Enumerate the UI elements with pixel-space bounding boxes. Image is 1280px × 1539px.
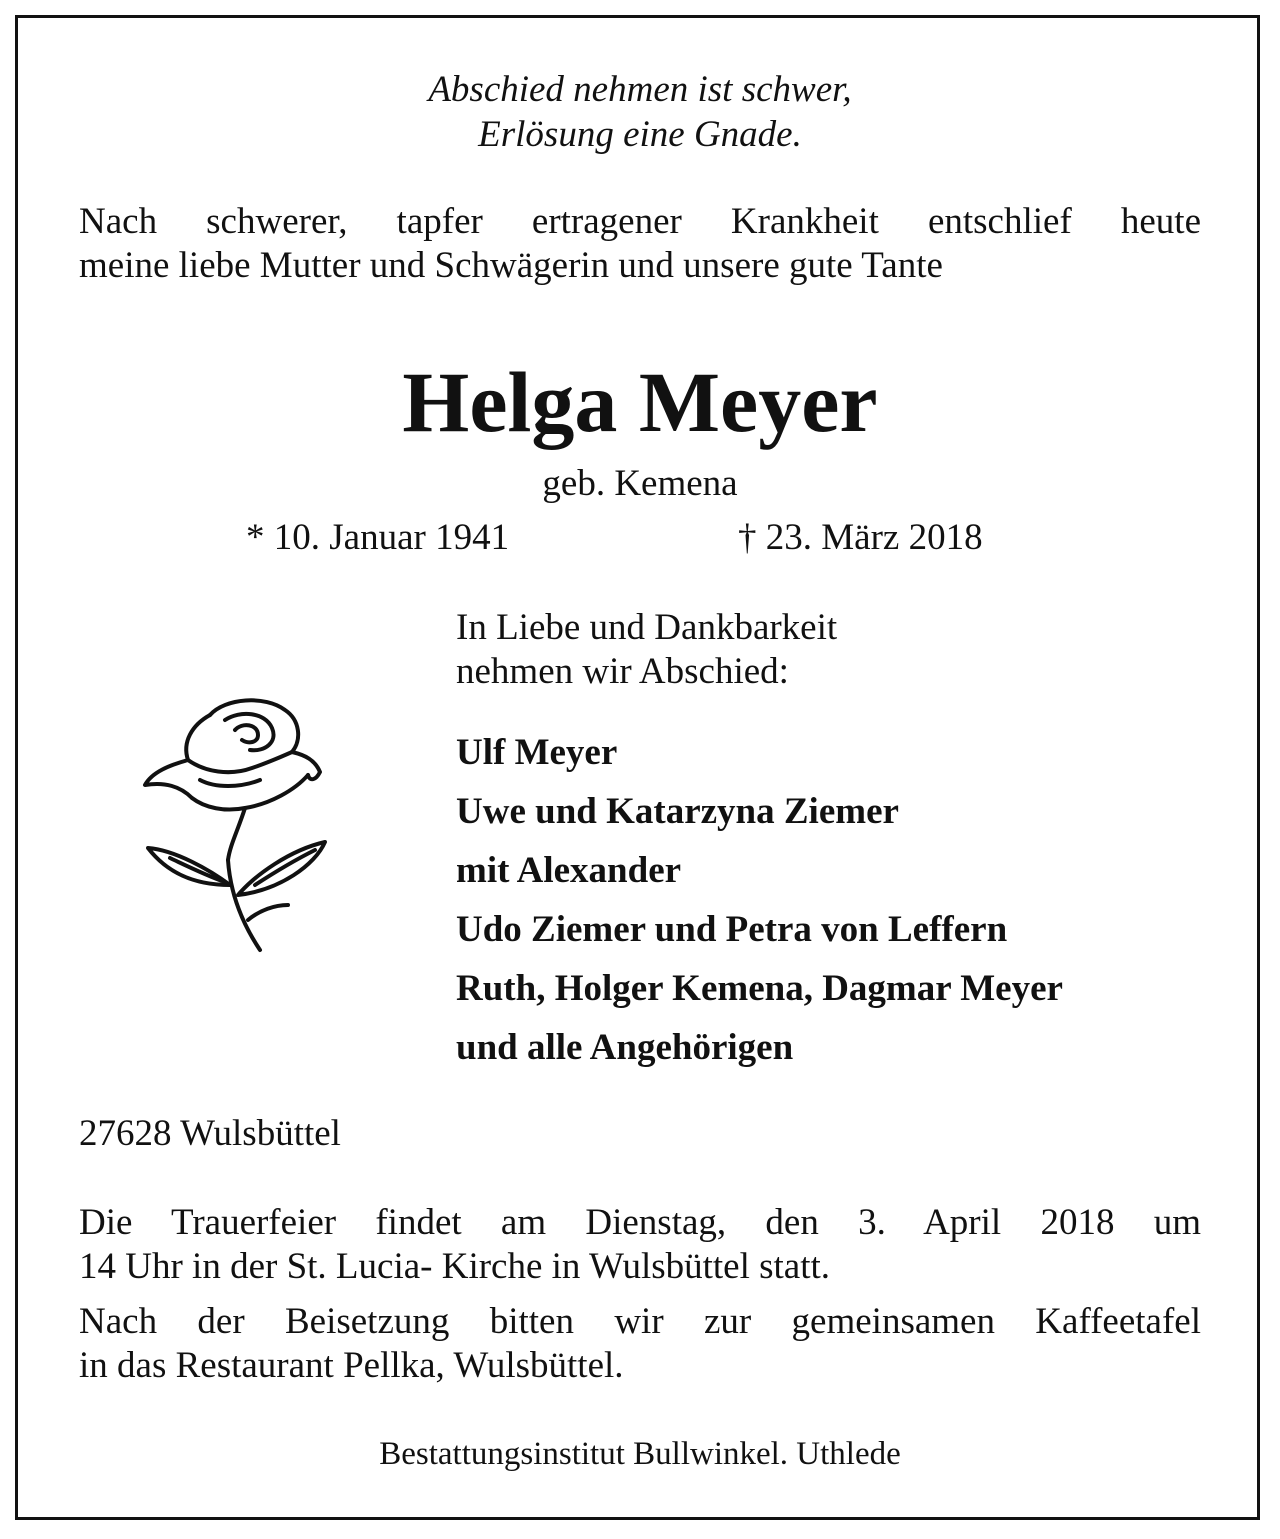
mourner-line: Udo Ziemer und Petra von Leffern [456,909,1008,950]
mourner-line: Uwe und Katarzyna Ziemer [456,791,899,832]
service-line-2: 14 Uhr in der St. Lucia- Kirche in Wulsbüttel statt. [79,1246,831,1287]
motto-line-1: Abschied nehmen ist schwer, [428,69,852,110]
deceased-name: Helga Meyer [402,354,878,450]
farewell-line-2: nehmen wir Abschied: [456,651,789,692]
mourner-line: Ulf Meyer [456,732,618,773]
service-paragraph [79,1201,1201,1289]
motto-line-2: Erlösung eine Gnade. [478,114,802,155]
mourner-line: mit Alexander [456,850,682,891]
undertaker-credit: Bestattungsinstitut Bullwinkel. Uthlede [379,1436,901,1472]
farewell-line-1: In Liebe und Dankbarkeit [456,607,838,648]
reception-line-2: in das Restaurant Pellka, Wulsbüttel. [79,1345,624,1386]
mourner-line: Ruth, Holger Kemena, Dagmar Meyer [456,968,1063,1009]
reception-line-1: Nach der Beisetzung bitten wir zur gemeinsamen Kaffeetafel [79,1301,1201,1342]
intro-line-1: Nach schwerer, tapfer ertragener Krankheit entschlief heute [79,201,1201,242]
rose-icon [130,680,360,980]
intro-line-2: meine liebe Mutter und Schwägerin und unsere gute Tante [79,245,943,286]
birth-date: * 10. Januar 1941 [246,517,510,558]
service-line-1: Die Trauerfeier findet am Dienstag, den 3. April 2018 um [79,1202,1201,1243]
intro-paragraph [79,200,1201,288]
death-date: † 23. März 2018 [738,517,983,558]
mourners-list [456,723,1063,1077]
reception-paragraph [79,1300,1201,1388]
birth-name: geb. Kemena [542,463,738,504]
place-of-residence: 27628 Wulsbüttel [79,1113,341,1154]
mourner-line: und alle Angehörigen [456,1027,794,1068]
farewell-text [456,606,837,694]
